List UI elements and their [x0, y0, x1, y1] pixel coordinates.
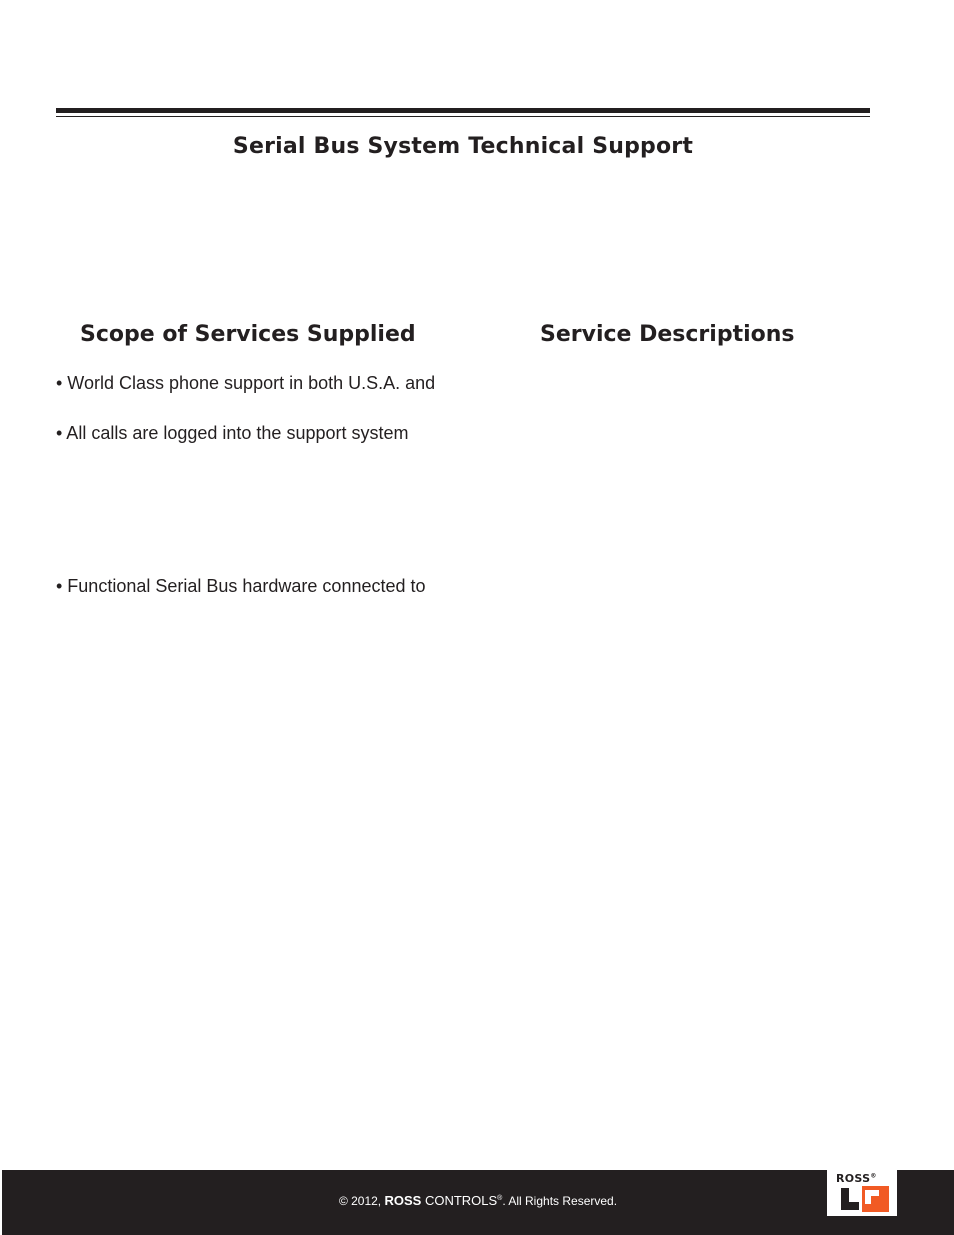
header-rule-thick: [56, 108, 870, 113]
scope-bullet: • All calls are logged into the support system: [56, 423, 409, 443]
logo-wordmark: [836, 1172, 877, 1185]
logo-registered-mark: ®: [870, 1172, 877, 1180]
registered-mark: ®: [497, 1195, 503, 1202]
footer-bar: [2, 1170, 954, 1235]
copyright-notice: [2, 1193, 954, 1208]
scope-bullet: • World Class phone support in both U.S.A. and: [56, 373, 436, 393]
page-title: Serial Bus System Technical Support: [232, 134, 694, 159]
ross-logo: [827, 1170, 897, 1216]
brand-name-regular: CONTROLS: [421, 1193, 498, 1208]
service-descriptions-heading: Service Descriptions: [540, 322, 795, 347]
scope-bullet: • Functional Serial Bus hardware connected to: [56, 576, 426, 596]
scope-heading: Scope of Services Supplied: [80, 322, 416, 347]
logo-mark-icon: [835, 1186, 889, 1212]
header-rule-thin: [56, 116, 870, 117]
brand-name-bold: ROSS: [384, 1193, 422, 1208]
logo-wordmark-text: ROSS: [836, 1172, 871, 1185]
copyright-prefix: © 2012,: [338, 1194, 385, 1208]
copyright-suffix: . All Rights Reserved.: [502, 1194, 618, 1208]
